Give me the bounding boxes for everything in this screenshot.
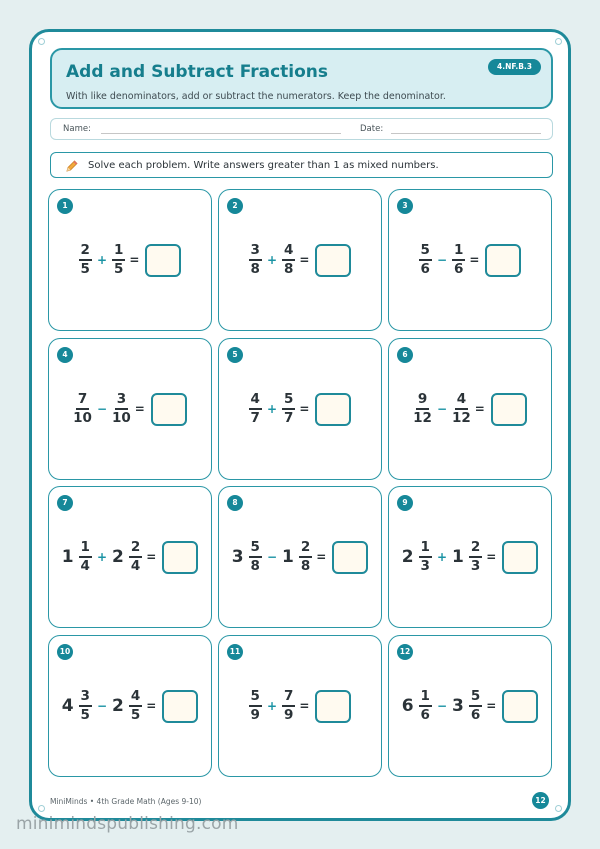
answer-box[interactable] [315, 244, 351, 277]
mixed-number [401, 687, 432, 723]
problem-number-badge: 6 [397, 347, 413, 363]
worksheet-frame [29, 29, 571, 821]
fraction [129, 687, 142, 723]
problem-number-badge: 11 [227, 644, 243, 660]
mixed-number [73, 390, 92, 426]
denominator: 8 [250, 261, 260, 277]
mixed-number [452, 687, 482, 723]
fraction [413, 390, 432, 426]
problem-card [48, 635, 212, 777]
equals-sign: = [316, 550, 327, 564]
numerator: 4 [129, 690, 142, 708]
whole-number: 1 [282, 547, 294, 567]
denominator: 5 [114, 261, 124, 277]
numerator: 4 [249, 393, 262, 411]
problem-card [218, 635, 382, 777]
mixed-number [452, 241, 465, 277]
mixed-number [452, 390, 471, 426]
fraction [452, 390, 471, 426]
page-number-badge: 12 [532, 792, 549, 809]
problem-card [388, 338, 552, 480]
denominator: 6 [454, 261, 464, 277]
equals-sign: = [134, 402, 145, 416]
answer-box[interactable] [162, 541, 198, 574]
denominator: 3 [470, 558, 481, 574]
numerator: 9 [416, 393, 429, 411]
equals-sign: = [469, 253, 480, 267]
date-label: Date: [360, 124, 384, 134]
equals-sign: = [146, 699, 157, 713]
problem-expression [219, 686, 381, 726]
operator: + [266, 699, 277, 713]
problem-number-badge: 10 [57, 644, 73, 660]
fraction [282, 241, 295, 277]
fraction [282, 687, 295, 723]
equals-sign: = [299, 253, 310, 267]
corner-dot [38, 805, 45, 812]
whole-number: 3 [231, 547, 244, 567]
name-label: Name: [63, 124, 91, 134]
page-title: Add and Subtract Fractions [66, 62, 329, 82]
fraction [79, 538, 92, 574]
equals-sign: = [146, 550, 157, 564]
numerator: 5 [282, 393, 295, 411]
denominator: 6 [470, 707, 481, 723]
page-subtitle: With like denominators, add or subtract the numerators. Keep the denominator. [66, 91, 446, 102]
denominator: 8 [250, 558, 260, 574]
operator: + [266, 253, 277, 267]
corner-dot [38, 38, 45, 45]
mixed-number [112, 538, 142, 574]
whole-number: 2 [112, 696, 124, 716]
mixed-number [282, 390, 295, 426]
mixed-number [112, 241, 125, 277]
numerator: 4 [455, 393, 468, 411]
fraction [249, 538, 262, 574]
problem-card [388, 189, 552, 331]
problem-card [388, 486, 552, 628]
fraction [73, 390, 92, 426]
fraction [79, 241, 92, 277]
mixed-number [419, 241, 432, 277]
operator: + [436, 550, 447, 564]
problem-expression [219, 537, 381, 577]
fraction [249, 687, 262, 723]
operator: − [436, 699, 447, 713]
answer-box[interactable] [332, 541, 368, 574]
numerator: 4 [282, 244, 295, 262]
problem-number-badge: 5 [227, 347, 243, 363]
denominator: 7 [250, 410, 260, 426]
mixed-number [61, 538, 92, 574]
mixed-number [282, 687, 295, 723]
numerator: 3 [79, 690, 92, 708]
whole-number: 1 [452, 547, 464, 567]
denominator: 5 [80, 707, 90, 723]
problem-number-badge: 3 [397, 198, 413, 214]
problem-card [48, 189, 212, 331]
operator: + [96, 253, 107, 267]
denominator: 9 [250, 707, 260, 723]
mixed-number [112, 687, 142, 723]
equals-sign: = [486, 550, 497, 564]
problem-number-badge: 9 [397, 495, 413, 511]
numerator: 7 [76, 393, 89, 411]
problem-expression [219, 240, 381, 280]
problem-card [218, 338, 382, 480]
fraction [299, 538, 312, 574]
fraction [112, 241, 125, 277]
whole-number: 3 [452, 696, 464, 716]
equals-sign: = [299, 402, 310, 416]
problem-expression [219, 389, 381, 429]
date-field[interactable] [391, 133, 541, 134]
problem-number-badge: 4 [57, 347, 73, 363]
operator: − [266, 550, 277, 564]
fraction [452, 241, 465, 277]
numerator: 1 [419, 541, 432, 559]
mixed-number [249, 687, 262, 723]
numerator: 2 [299, 541, 312, 559]
answer-box[interactable] [315, 393, 351, 426]
problem-number-badge: 8 [227, 495, 243, 511]
problem-expression [49, 537, 211, 577]
problem-number-badge: 2 [227, 198, 243, 214]
denominator: 10 [73, 410, 92, 426]
denominator: 10 [112, 410, 131, 426]
problem-number-badge: 1 [57, 198, 73, 214]
problem-expression [49, 240, 211, 280]
fraction [419, 538, 432, 574]
mixed-number [413, 390, 432, 426]
fraction [112, 390, 131, 426]
header-panel [50, 48, 553, 109]
mixed-number [282, 538, 312, 574]
answer-box[interactable] [502, 541, 538, 574]
name-date-bar [50, 118, 553, 140]
denominator: 4 [130, 558, 141, 574]
fraction [469, 538, 482, 574]
numerator: 5 [469, 690, 482, 708]
numerator: 1 [112, 244, 125, 262]
problem-card [388, 635, 552, 777]
answer-box[interactable] [162, 690, 198, 723]
problem-expression [389, 537, 551, 577]
operator: + [266, 402, 277, 416]
fraction [282, 390, 295, 426]
denominator: 7 [284, 410, 294, 426]
denominator: 6 [420, 707, 430, 723]
fraction [419, 241, 432, 277]
corner-dot [555, 805, 562, 812]
whole-number: 4 [61, 696, 74, 716]
mixed-number [401, 538, 432, 574]
numerator: 1 [79, 541, 92, 559]
problem-number-badge: 7 [57, 495, 73, 511]
whole-number: 6 [401, 696, 414, 716]
operator: − [96, 699, 107, 713]
whole-number: 2 [112, 547, 124, 567]
numerator: 2 [129, 541, 142, 559]
problem-expression [49, 389, 211, 429]
pencil-icon [65, 159, 79, 173]
problem-expression [389, 240, 551, 280]
numerator: 5 [249, 690, 262, 708]
numerator: 5 [419, 244, 432, 262]
fraction [469, 687, 482, 723]
answer-box[interactable] [502, 690, 538, 723]
numerator: 7 [282, 690, 295, 708]
equals-sign: = [299, 699, 310, 713]
denominator: 3 [420, 558, 430, 574]
fraction [79, 687, 92, 723]
operator: − [436, 402, 447, 416]
denominator: 12 [413, 410, 432, 426]
equals-sign: = [129, 253, 140, 267]
denominator: 9 [284, 707, 294, 723]
mixed-number [452, 538, 482, 574]
answer-box[interactable] [485, 244, 521, 277]
whole-number: 1 [61, 547, 74, 567]
mixed-number [282, 241, 295, 277]
corner-dot [555, 38, 562, 45]
mixed-number [231, 538, 262, 574]
numerator: 2 [469, 541, 482, 559]
denominator: 5 [80, 261, 90, 277]
operator: + [96, 550, 107, 564]
watermark: minimindspublishing.com [16, 814, 239, 834]
problem-card [218, 486, 382, 628]
operator: − [436, 253, 447, 267]
problem-card [218, 189, 382, 331]
mixed-number [249, 390, 262, 426]
equals-sign: = [486, 699, 497, 713]
name-field[interactable] [101, 133, 341, 134]
numerator: 2 [79, 244, 92, 262]
answer-box[interactable] [315, 690, 351, 723]
whole-number: 2 [401, 547, 414, 567]
mixed-number [61, 687, 92, 723]
denominator: 6 [420, 261, 430, 277]
numerator: 3 [249, 244, 262, 262]
instructions-bar [50, 152, 553, 178]
problem-number-badge: 12 [397, 644, 413, 660]
denominator: 12 [452, 410, 471, 426]
fraction [249, 241, 262, 277]
instructions-text: Solve each problem. Write answers greater than 1 as mixed numbers. [88, 160, 439, 171]
answer-box[interactable] [491, 393, 527, 426]
mixed-number [249, 241, 262, 277]
mixed-number [112, 390, 131, 426]
problem-expression [49, 686, 211, 726]
numerator: 5 [249, 541, 262, 559]
problem-card [48, 338, 212, 480]
operator: − [96, 402, 107, 416]
fraction [249, 390, 262, 426]
denominator: 4 [80, 558, 90, 574]
denominator: 8 [300, 558, 311, 574]
footer-text: MiniMinds • 4th Grade Math (Ages 9-10) [50, 797, 202, 806]
equals-sign: = [474, 402, 485, 416]
answer-box[interactable] [145, 244, 181, 277]
problem-card [48, 486, 212, 628]
standard-badge: 4.NF.B.3 [488, 59, 541, 75]
denominator: 5 [130, 707, 141, 723]
numerator: 1 [419, 690, 432, 708]
numerator: 3 [115, 393, 128, 411]
problem-expression [389, 686, 551, 726]
numerator: 1 [452, 244, 465, 262]
fraction [419, 687, 432, 723]
answer-box[interactable] [151, 393, 187, 426]
problem-expression [389, 389, 551, 429]
fraction [129, 538, 142, 574]
mixed-number [79, 241, 92, 277]
denominator: 8 [284, 261, 294, 277]
